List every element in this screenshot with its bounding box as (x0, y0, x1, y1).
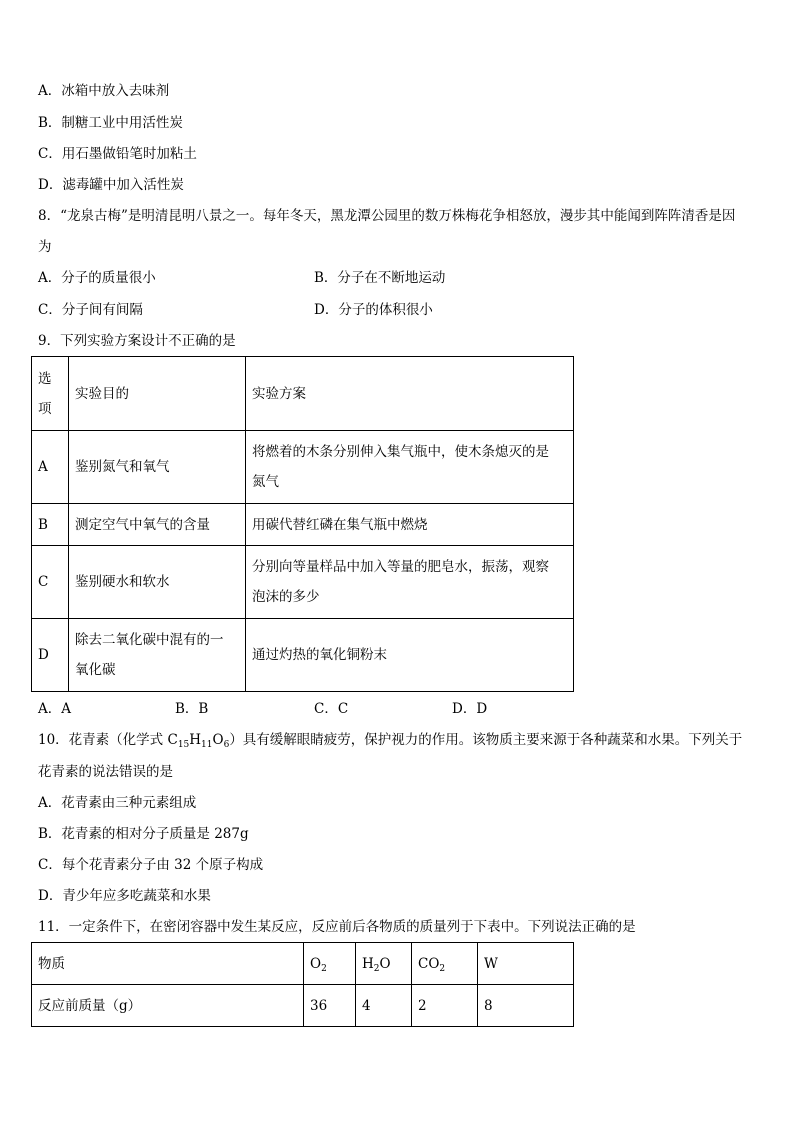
q8-option-d: D．分子的体积很小 (314, 302, 433, 318)
q10-option-d: D．青少年应多吃蔬菜和水果 (38, 888, 211, 904)
q7-option-a: A．冰箱中放入去味剂 (38, 83, 170, 99)
q8-stem-line2: 为 (38, 239, 52, 255)
q11-row-label: 反应前质量（g） (32, 985, 304, 1027)
q9-row-purpose: 除去二氧化碳中混有的一 氧化碳 (69, 619, 246, 692)
q8-option-b: B．分子在不断地运动 (314, 270, 446, 286)
q9-choice-c: C．C (314, 701, 349, 717)
q10-stem-line1: 10．花青素（化学式 $C_{15}H_{11}O_6$）具有缓解眼睛疲劳，保护视力的作用。该物质主要来源于各种蔬菜和水果。下列关于 (38, 732, 743, 750)
q11-cell-o2: 36 (304, 985, 356, 1027)
q7-option-d: D．滤毒罐中加入活性炭 (38, 177, 184, 193)
q9-row-option: A (32, 431, 69, 504)
q11-header-o2: $O_2$ (304, 943, 356, 985)
q9-table (31, 356, 574, 692)
q11-header-w: W (478, 943, 574, 985)
q9-header-purpose: 实验目的 (69, 357, 246, 431)
q11-cell-co2: 2 (412, 985, 478, 1027)
q9-row-option: B (32, 504, 69, 546)
q11-cell-w: 8 (478, 985, 574, 1027)
q11-stem: 11．一定条件下，在密闭容器中发生某反应，反应前后各物质的质量列于下表中。下列说法正确的是 (38, 919, 636, 935)
table-row (32, 985, 574, 1027)
q10-stem-line2: 花青素的说法错误的是 (38, 764, 173, 780)
q8-option-a: A．分子的质量很小 (38, 270, 156, 286)
q7-option-b: B．制糖工业中用活性炭 (38, 115, 183, 131)
q9-row-purpose: 鉴别氮气和氧气 (69, 431, 246, 504)
q11-table-header (32, 943, 574, 985)
q9-table-header (32, 357, 574, 431)
q9-row-plan: 分别向等量样品中加入等量的肥皂水，振荡，观察 泡沫的多少 (246, 546, 574, 619)
q11-header-substance: 物质 (32, 943, 304, 985)
q10-option-a: A．花青素由三种元素组成 (38, 795, 197, 811)
table-row (32, 619, 574, 692)
q9-row-option: D (32, 619, 69, 692)
q9-row-purpose: 鉴别硬水和软水 (69, 546, 246, 619)
table-row (32, 546, 574, 619)
q9-row-option: C (32, 546, 69, 619)
q9-row-plan: 用碳代替红磷在集气瓶中燃烧 (246, 504, 574, 546)
table-row (32, 504, 574, 546)
q11-header-h2o: $H_2O$ (356, 943, 412, 985)
q9-row-plan: 将燃着的木条分别伸入集气瓶中，使木条熄灭的是 氮气 (246, 431, 574, 504)
q9-choice-b: B．B (175, 701, 209, 717)
table-row (32, 431, 574, 504)
q10-option-c: C．每个花青素分子由 32 个原子构成 (38, 857, 264, 873)
q7-option-c: C．用石墨做铅笔时加粘土 (38, 146, 197, 162)
q9-header-plan: 实验方案 (246, 357, 574, 431)
q9-stem: 9．下列实验方案设计不正确的是 (38, 333, 236, 349)
q9-row-plan: 通过灼热的氧化铜粉末 (246, 619, 574, 692)
q8-option-c: C．分子间有间隔 (38, 302, 143, 318)
q9-choice-d: D．D (452, 701, 488, 717)
q8-stem-line1: 8．“龙泉古梅”是明清昆明八景之一。每年冬天，黑龙潭公园里的数万株梅花争相怒放，漫步其中能闻到阵阵清香是因 (38, 208, 736, 224)
q11-header-co2: $CO_2$ (412, 943, 478, 985)
q11-cell-h2o: 4 (356, 985, 412, 1027)
q9-header-option: 选 项 (32, 357, 69, 431)
q10-option-b: B．花青素的相对分子质量是 287g (38, 826, 249, 842)
q9-row-purpose: 测定空气中氧气的含量 (69, 504, 246, 546)
q11-table (31, 942, 574, 1027)
q9-choice-a: A．A (38, 701, 71, 717)
